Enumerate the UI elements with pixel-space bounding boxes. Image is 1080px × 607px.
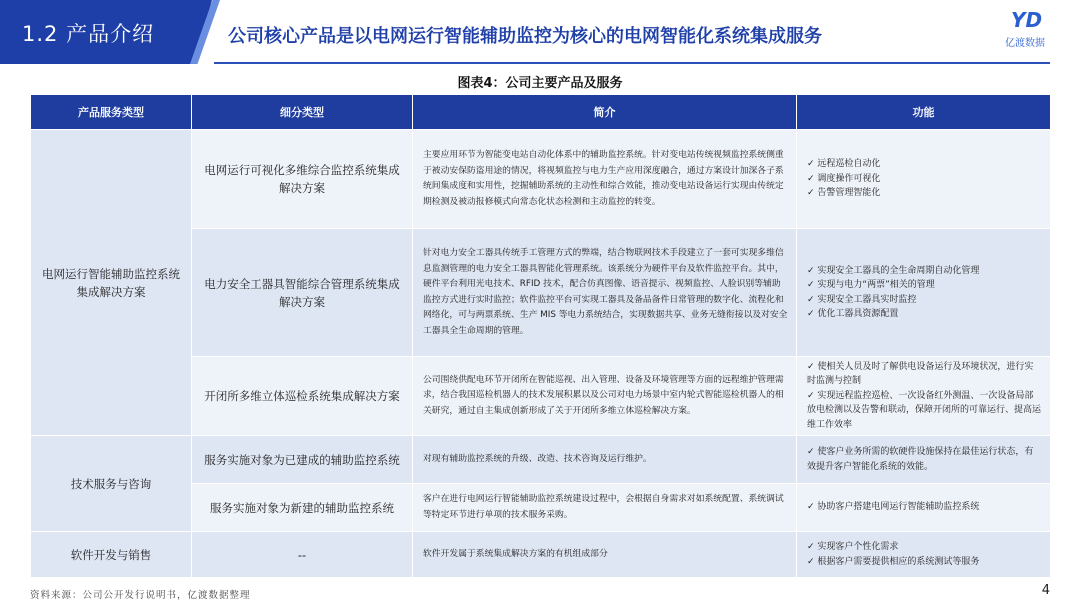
- intro-cell: 针对电力安全工器具传统手工管理方式的弊端，结合物联网技术手段建立了一套可实现多维信息监测管理的电力安全工器具智能化管理系统。该系统分为硬件平台及软件监控平台。其中，硬件平台利用光电技术、RFID 技术，配合仿真图像、语音提示、视频监控、人脸识别等辅助监控方式进行实时监控；软件监控平台可实现工器具及备品备件日常管理的数字化、流程化和网络化，可与两票系统、生产 MIS 等电力系统结合，实现数据共享、业务无缝衔接以及对安全工器具全生命周期的管理。: [413, 229, 797, 357]
- function-item: ✓ 实现远程监控巡检、一次设备红外测温、一次设备局部放电检测以及告警和联动，保障开闭所的可靠运行、提高运维工作效率: [807, 389, 1042, 433]
- function-cell: [797, 532, 1051, 578]
- function-item: ✓ 告警管理智能化: [807, 186, 1042, 201]
- function-item: ✓ 实现安全工器具实时监控: [807, 293, 1042, 308]
- intro-cell: 客户在进行电网运行智能辅助监控系统建设过程中，会根据自身需求对如系统配置、系统调试等特定环节进行单项的技术服务采购。: [413, 484, 797, 532]
- intro-cell: 公司围绕供配电环节开闭所在智能巡视、出入管理、设备及环境管理等方面的远程维护管理需求，结合我国巡检机器人的技术发展积累以及公司对电力场景中室内轮式智能巡检机器人的相关研究，通过自主集成创新形成了关于开闭所多维立体巡检解决方案。: [413, 357, 797, 436]
- intro-cell: 主要应用环节为智能变电站自动化体系中的辅助监控系统。针对变电站传统视频监控系统侧重于被动安保防盗用途的情况，将视频监控与电力生产应用深度融合，通过方案设计加深各子系统间集成度和实用性，挖掘辅助系统的主动性和综合效能，推动变电站设备运行实现由传统定期检测及被动报修模式向常态化状态检测和主动监控的转变。: [413, 130, 797, 229]
- function-item: ✓ 协助客户搭建电网运行智能辅助监控系统: [807, 500, 1042, 515]
- logo-mark: YD: [1011, 8, 1043, 32]
- header-cell: 产品服务类型: [31, 95, 192, 130]
- header-divider: [214, 62, 1050, 64]
- function-item: ✓ 调度操作可视化: [807, 172, 1042, 187]
- function-cell: [797, 130, 1051, 229]
- logo-text: 亿渡数据: [1005, 38, 1045, 49]
- intro-cell: 软件开发属于系统集成解决方案的有机组成部分: [413, 532, 797, 578]
- function-cell: [797, 484, 1051, 532]
- page-title: 公司核心产品是以电网运行智能辅助监控为核心的电网智能化系统集成服务: [228, 26, 822, 47]
- section-label: 1.2 产品介绍: [22, 22, 155, 46]
- header-cell: 简介: [413, 95, 797, 130]
- table-row: [31, 130, 1051, 229]
- function-item: ✓ 优化工器具资源配置: [807, 307, 1042, 322]
- table-row: [31, 436, 1051, 484]
- function-item: ✓ 实现与电力“两票”相关的管理: [807, 278, 1042, 293]
- function-cell: [797, 357, 1051, 436]
- source-note: 资料来源：公司公开发行说明书，亿渡数据整理: [30, 590, 251, 601]
- function-cell: [797, 436, 1051, 484]
- function-item: ✓ 使客户业务所需的软硬件设施保持在最佳运行状态，有效提升客户智能化系统的效能。: [807, 445, 1042, 474]
- subtype-cell: 服务实施对象为已建成的辅助监控系统: [192, 436, 413, 484]
- subtype-cell: 电网运行可视化多维综合监控系统集成解决方案: [192, 130, 413, 229]
- subtype-cell: 电力安全工器具智能综合管理系统集成解决方案: [192, 229, 413, 357]
- table-row: [31, 532, 1051, 578]
- header-cell: 功能: [797, 95, 1051, 130]
- subtype-cell: 服务实施对象为新建的辅助监控系统: [192, 484, 413, 532]
- function-item: ✓ 实现客户个性化需求: [807, 540, 1042, 555]
- products-table: [30, 94, 1051, 578]
- brand-logo: [1005, 8, 1057, 49]
- function-item: ✓ 实现安全工器具的全生命周期自动化管理: [807, 264, 1042, 279]
- intro-cell: 对现有辅助监控系统的升级、改造、技术咨询及运行维护。: [413, 436, 797, 484]
- function-item: ✓ 远程巡检自动化: [807, 157, 1042, 172]
- function-item: ✓ 使相关人员及时了解供电设备运行及环境状况，进行实时监测与控制: [807, 360, 1042, 389]
- subtype-cell: --: [192, 532, 413, 578]
- table-caption: 图表4：公司主要产品及服务: [457, 76, 623, 91]
- header-cell: 细分类型: [192, 95, 413, 130]
- table-header-row: [31, 95, 1051, 130]
- page-number: 4: [1041, 583, 1050, 598]
- function-item: ✓ 根据客户需要提供相应的系统测试等服务: [807, 555, 1042, 570]
- function-cell: [797, 229, 1051, 357]
- group-cell: 软件开发与销售: [31, 532, 192, 578]
- group-cell: 技术服务与咨询: [31, 436, 192, 532]
- group-cell: 电网运行智能辅助监控系统集成解决方案: [31, 130, 192, 436]
- subtype-cell: 开闭所多维立体巡检系统集成解决方案: [192, 357, 413, 436]
